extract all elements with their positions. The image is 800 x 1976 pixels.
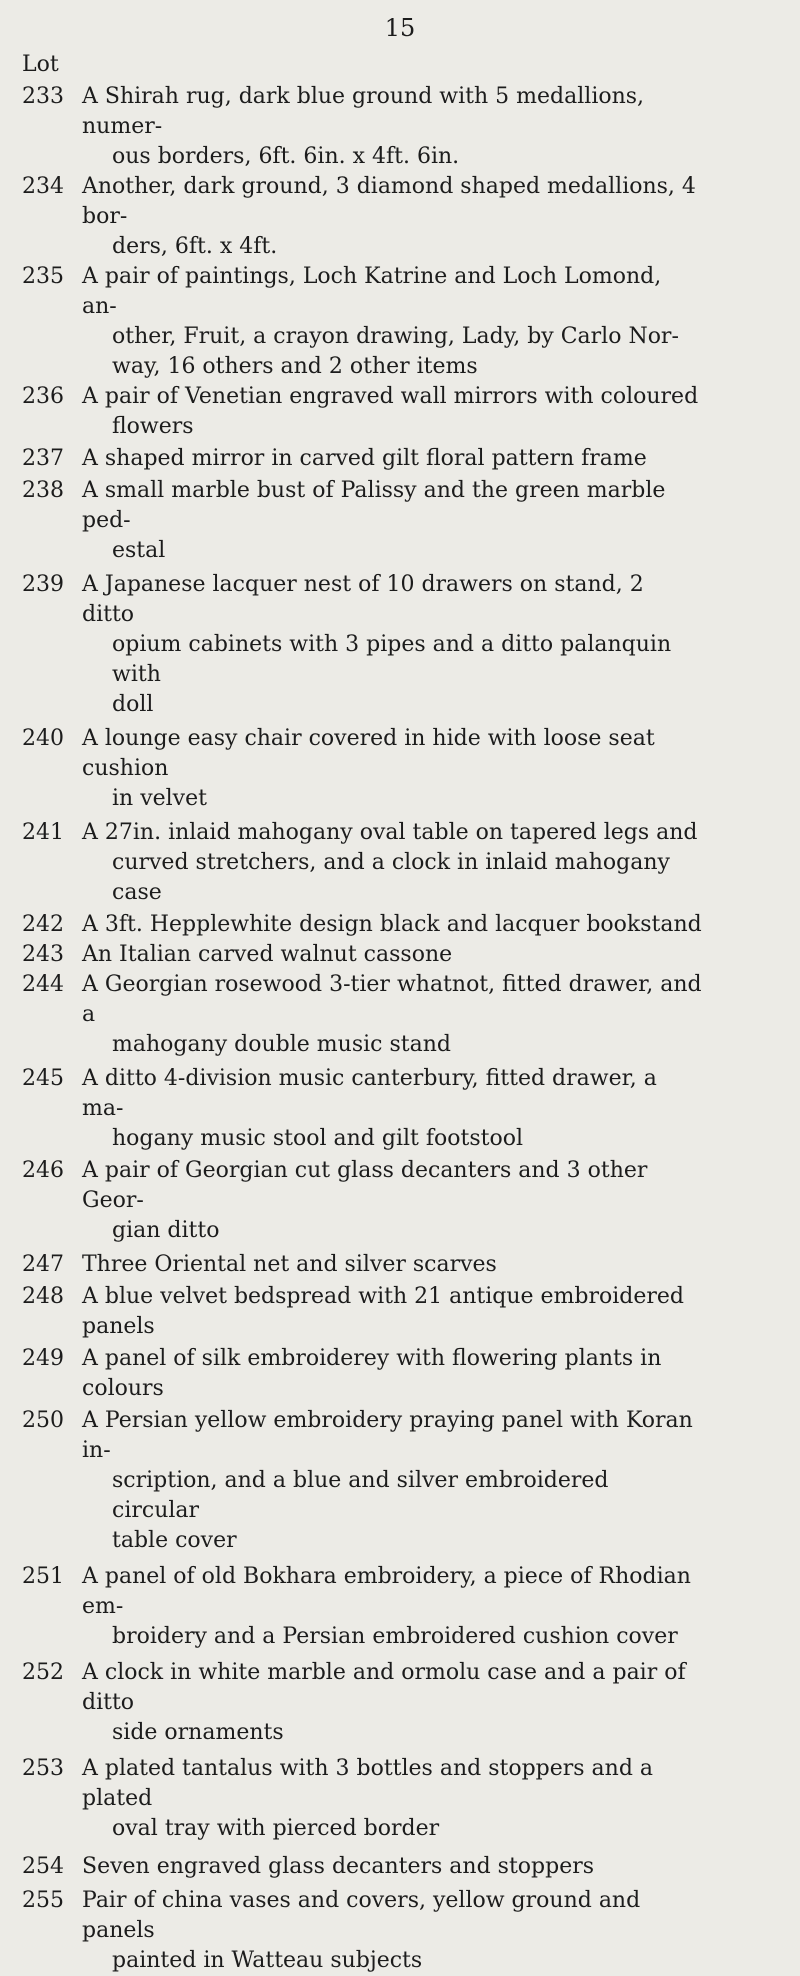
lot-entry	[0, 1344, 800, 1404]
lot-description	[82, 1250, 702, 1280]
lot-description	[82, 476, 702, 566]
lot-description	[82, 1406, 702, 1556]
lot-description	[82, 724, 702, 814]
lot-number: 250	[22, 1408, 64, 1433]
lot-entry	[0, 1562, 800, 1652]
lot-description	[82, 382, 702, 442]
lot-number: 241	[22, 820, 64, 845]
lot-description-line: scription, and a blue and silver embroidered circular	[112, 1468, 609, 1523]
lot-entry	[0, 82, 800, 172]
lot-number: 255	[22, 1888, 64, 1913]
lot-entry	[0, 1754, 800, 1844]
lot-description-line: doll	[112, 692, 154, 717]
lot-entry	[0, 1282, 800, 1342]
lot-description	[82, 82, 702, 172]
lot-description-line: gian ditto	[112, 1218, 220, 1243]
lot-description	[82, 940, 702, 970]
lot-entry	[0, 262, 800, 382]
lot-description-line: other, Fruit, a crayon drawing, Lady, by Carlo Nor-	[112, 324, 679, 349]
lot-number: 248	[22, 1284, 64, 1309]
lot-number: 249	[22, 1346, 64, 1371]
lot-description	[82, 818, 702, 908]
lot-description-line: ous borders, 6ft. 6in. x 4ft. 6in.	[112, 144, 460, 169]
lot-description-line: A ditto 4-division music canterbury, fitted drawer, a ma-	[82, 1066, 657, 1121]
lot-column-header: Lot	[22, 52, 59, 77]
lot-number: 251	[22, 1564, 64, 1589]
lot-description-line: hogany music stool and gilt footstool	[112, 1126, 524, 1151]
lot-description-line: A small marble bust of Palissy and the green marble ped-	[82, 478, 666, 533]
lot-entry	[0, 444, 800, 474]
lot-number: 238	[22, 478, 64, 503]
lot-description-line: A pair of Georgian cut glass decanters and 3 other Geor-	[82, 1158, 648, 1213]
lot-description-line: Three Oriental net and silver scarves	[82, 1252, 497, 1277]
lot-number: 235	[22, 264, 64, 289]
lot-entry	[0, 476, 800, 566]
lot-description	[82, 1064, 702, 1154]
lot-entry	[0, 1886, 800, 1976]
lot-description-line: flowers	[112, 414, 194, 439]
lot-description-line: A plated tantalus with 3 bottles and stoppers and a plated	[82, 1756, 654, 1811]
lot-entry	[0, 940, 800, 970]
lot-description	[82, 970, 702, 1060]
lot-description-line: broidery and a Persian embroidered cushion cover	[112, 1624, 678, 1649]
lot-description-line: A panel of silk embroiderey with flowering plants in colours	[82, 1346, 662, 1401]
lot-number: 237	[22, 446, 64, 471]
lot-description	[82, 1754, 702, 1844]
lot-entry	[0, 1406, 800, 1556]
lot-description	[82, 1156, 702, 1246]
lot-description-line: oval tray with pierced border	[112, 1816, 440, 1841]
lot-number: 243	[22, 942, 64, 967]
lot-description-line: curved stretchers, and a clock in inlaid mahogany case	[112, 850, 670, 905]
lot-entry	[0, 1064, 800, 1154]
lot-description	[82, 1852, 702, 1882]
lot-entry	[0, 570, 800, 720]
lot-number: 245	[22, 1066, 64, 1091]
lot-description-line: A pair of paintings, Loch Katrine and Loch Lomond, an-	[82, 264, 662, 319]
lot-description-line: Pair of china vases and covers, yellow ground and panels	[82, 1888, 641, 1943]
lot-number: 233	[22, 84, 64, 109]
lot-entry	[0, 172, 800, 262]
lot-entry	[0, 1852, 800, 1882]
lot-description	[82, 1562, 702, 1652]
lot-description-line: A lounge easy chair covered in hide with loose seat cushion	[82, 726, 655, 781]
lot-description-line: A 27in. inlaid mahogany oval table on tapered legs and	[82, 820, 698, 845]
lot-description-line: Seven engraved glass decanters and stoppers	[82, 1854, 595, 1879]
lot-description-line: A Shirah rug, dark blue ground with 5 medallions, numer-	[82, 84, 645, 139]
lot-entry	[0, 382, 800, 442]
lot-description	[82, 1658, 702, 1748]
lot-number: 236	[22, 384, 64, 409]
lot-number: 252	[22, 1660, 64, 1685]
lot-description	[82, 172, 702, 262]
lot-description	[82, 570, 702, 720]
lot-number: 244	[22, 972, 64, 997]
lot-description-line: in velvet	[112, 786, 207, 811]
lot-entry	[0, 1156, 800, 1246]
lot-description-line: A Georgian rosewood 3-tier whatnot, fitted drawer, and a	[82, 972, 702, 1027]
lot-description	[82, 444, 702, 474]
lot-description-line: ders, 6ft. x 4ft.	[112, 234, 278, 259]
lot-description	[82, 910, 702, 940]
lot-description-line: A Persian yellow embroidery praying panel with Koran in-	[82, 1408, 693, 1463]
lot-description-line: mahogany double music stand	[112, 1032, 451, 1057]
lot-description-line: A panel of old Bokhara embroidery, a piece of Rhodian em-	[82, 1564, 691, 1619]
lot-description-line: painted in Watteau subjects	[112, 1948, 423, 1973]
lot-entry	[0, 818, 800, 908]
lot-number: 240	[22, 726, 64, 751]
lot-entry	[0, 724, 800, 814]
lot-description-line: opium cabinets with 3 pipes and a ditto palanquin with	[112, 632, 672, 687]
lot-description-line: A shaped mirror in carved gilt floral pattern frame	[82, 446, 647, 471]
lot-description	[82, 1344, 702, 1404]
lot-description-line: Another, dark ground, 3 diamond shaped medallions, 4 bor-	[82, 174, 696, 229]
lot-description-line: A blue velvet bedspread with 21 antique embroidered panels	[82, 1284, 685, 1339]
lot-description-line: An Italian carved walnut cassone	[82, 942, 453, 967]
lot-number: 242	[22, 912, 64, 937]
lot-description-line: A Japanese lacquer nest of 10 drawers on stand, 2 ditto	[82, 572, 644, 627]
lot-entry	[0, 970, 800, 1060]
lot-description	[82, 1886, 702, 1976]
lot-description-line: way, 16 others and 2 other items	[112, 354, 478, 379]
lot-description-line: table cover	[112, 1528, 237, 1553]
lot-number: 239	[22, 572, 64, 597]
lot-number: 254	[22, 1854, 64, 1879]
lot-description	[82, 1282, 702, 1342]
lot-number: 247	[22, 1252, 64, 1277]
lot-entry	[0, 910, 800, 940]
lot-description	[82, 262, 702, 382]
lot-number: 234	[22, 174, 64, 199]
lot-number: 246	[22, 1158, 64, 1183]
lot-description-line: estal	[112, 538, 166, 563]
page-number: 15	[384, 14, 416, 42]
lot-list	[0, 82, 800, 1976]
lot-description-line: A 3ft. Hepplewhite design black and lacquer bookstand	[82, 912, 702, 937]
lot-description-line: side ornaments	[112, 1720, 284, 1745]
lot-entry	[0, 1658, 800, 1748]
lot-description-line: A pair of Venetian engraved wall mirrors with coloured	[82, 384, 699, 409]
lot-number: 253	[22, 1756, 64, 1781]
lot-entry	[0, 1250, 800, 1280]
lot-description-line: A clock in white marble and ormolu case and a pair of ditto	[82, 1660, 686, 1715]
